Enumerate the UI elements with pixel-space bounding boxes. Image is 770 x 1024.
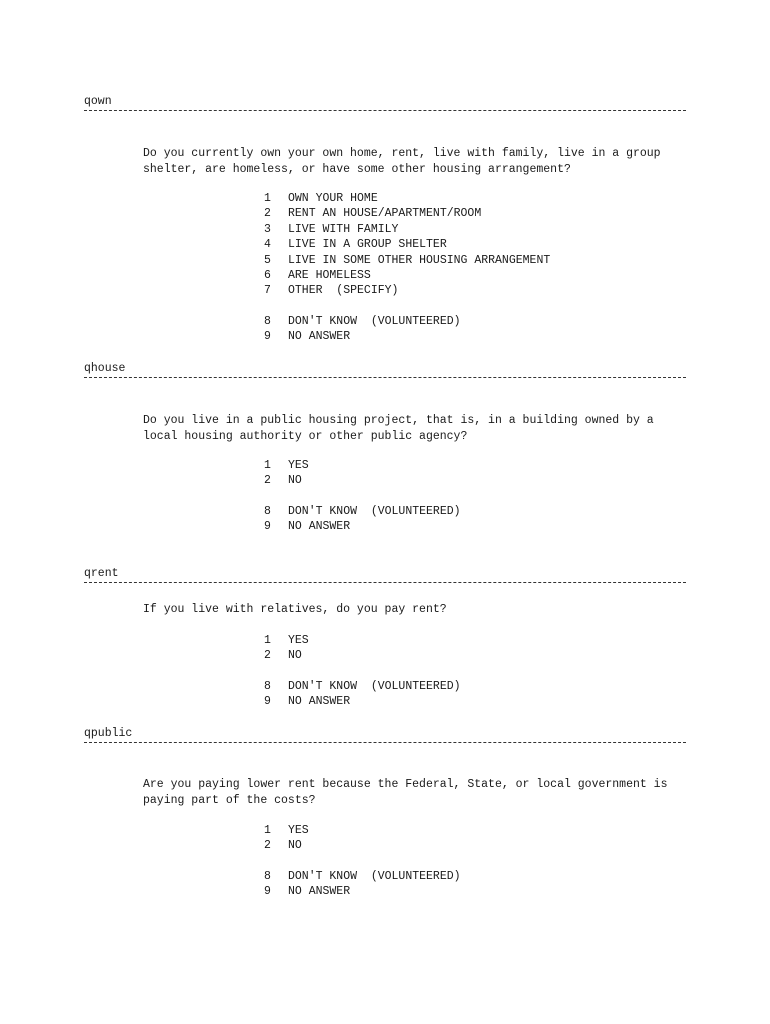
response-option <box>262 519 461 534</box>
option-code: 2 <box>264 207 271 221</box>
response-option <box>262 283 550 298</box>
response-option <box>262 314 550 329</box>
response-options <box>262 823 461 900</box>
option-label: RENT AN HOUSE/APARTMENT/ROOM <box>288 207 482 221</box>
option-label: NO <box>288 649 302 663</box>
option-label: NO <box>288 474 302 488</box>
option-label: LIVE IN SOME OTHER HOUSING ARRANGEMENT <box>288 253 551 267</box>
option-code: 7 <box>264 284 271 298</box>
option-label: OTHER (SPECIFY) <box>288 284 399 298</box>
option-code: 1 <box>264 824 271 837</box>
option-code: 1 <box>264 192 271 205</box>
option-label: DON'T KNOW (VOLUNTEERED) <box>288 679 461 693</box>
option-code: 8 <box>264 504 271 518</box>
response-option <box>262 694 461 709</box>
response-option <box>262 206 550 221</box>
response-option <box>262 458 461 473</box>
question-text: If you live with relatives, do you pay rent? <box>143 603 447 616</box>
option-code: 4 <box>264 238 271 252</box>
option-label: LIVE IN A GROUP SHELTER <box>288 238 447 252</box>
option-label: LIVE WITH FAMILY <box>288 222 399 236</box>
response-option <box>262 253 550 268</box>
variable-name: qpublic <box>84 727 133 740</box>
response-option <box>262 648 461 663</box>
option-code: 6 <box>264 268 271 282</box>
response-option <box>262 838 461 853</box>
response-option <box>262 869 461 884</box>
option-label: DON'T KNOW (VOLUNTEERED) <box>288 314 461 328</box>
option-code: 2 <box>264 474 271 488</box>
option-code: 5 <box>264 253 271 267</box>
option-label: NO ANSWER <box>288 885 351 899</box>
response-option <box>262 504 461 519</box>
response-option <box>262 823 461 838</box>
option-code: 9 <box>264 885 271 899</box>
option-code: 1 <box>264 634 271 647</box>
option-label: DON'T KNOW (VOLUNTEERED) <box>288 504 461 518</box>
section-divider <box>84 110 686 111</box>
option-label: YES <box>288 824 309 837</box>
option-label: ARE HOMELESS <box>288 268 371 282</box>
option-code: 9 <box>264 695 271 709</box>
response-option <box>262 473 461 488</box>
section-divider <box>84 742 686 743</box>
option-label: YES <box>288 634 309 647</box>
option-label: DON'T KNOW (VOLUNTEERED) <box>288 869 461 883</box>
response-option <box>262 237 550 252</box>
question-text: Do you live in a public housing project, that is, in a building owned by a local housing authority or other public agency? <box>143 414 661 443</box>
response-option <box>262 191 550 206</box>
option-label: NO ANSWER <box>288 330 351 344</box>
option-code: 3 <box>264 222 271 236</box>
option-code: 8 <box>264 869 271 883</box>
option-label: NO ANSWER <box>288 695 351 709</box>
section-divider <box>84 377 686 378</box>
option-code: 9 <box>264 520 271 534</box>
response-option <box>262 884 461 899</box>
section-divider <box>84 582 686 583</box>
question-text: Do you currently own your own home, rent, live with family, live in a group shelter, are homeless, or have some other housing arrangement? <box>143 147 668 176</box>
variable-name: qhouse <box>84 362 126 375</box>
option-label: OWN YOUR HOME <box>288 192 378 205</box>
response-option <box>262 679 461 694</box>
question-text: Are you paying lower rent because the Federal, State, or local government is paying part of the costs? <box>143 778 675 807</box>
response-option <box>262 633 461 648</box>
response-option <box>262 329 550 344</box>
variable-name: qown <box>84 95 112 108</box>
option-label: NO ANSWER <box>288 520 351 534</box>
option-code: 2 <box>264 649 271 663</box>
response-option <box>262 268 550 283</box>
option-code: 1 <box>264 459 271 472</box>
option-code: 8 <box>264 314 271 328</box>
response-option <box>262 222 550 237</box>
option-code: 9 <box>264 330 271 344</box>
variable-name: qrent <box>84 567 119 580</box>
response-options <box>262 458 461 535</box>
option-label: YES <box>288 459 309 472</box>
option-code: 2 <box>264 839 271 853</box>
response-options <box>262 191 550 345</box>
response-options <box>262 633 461 710</box>
option-code: 8 <box>264 679 271 693</box>
option-label: NO <box>288 839 302 853</box>
